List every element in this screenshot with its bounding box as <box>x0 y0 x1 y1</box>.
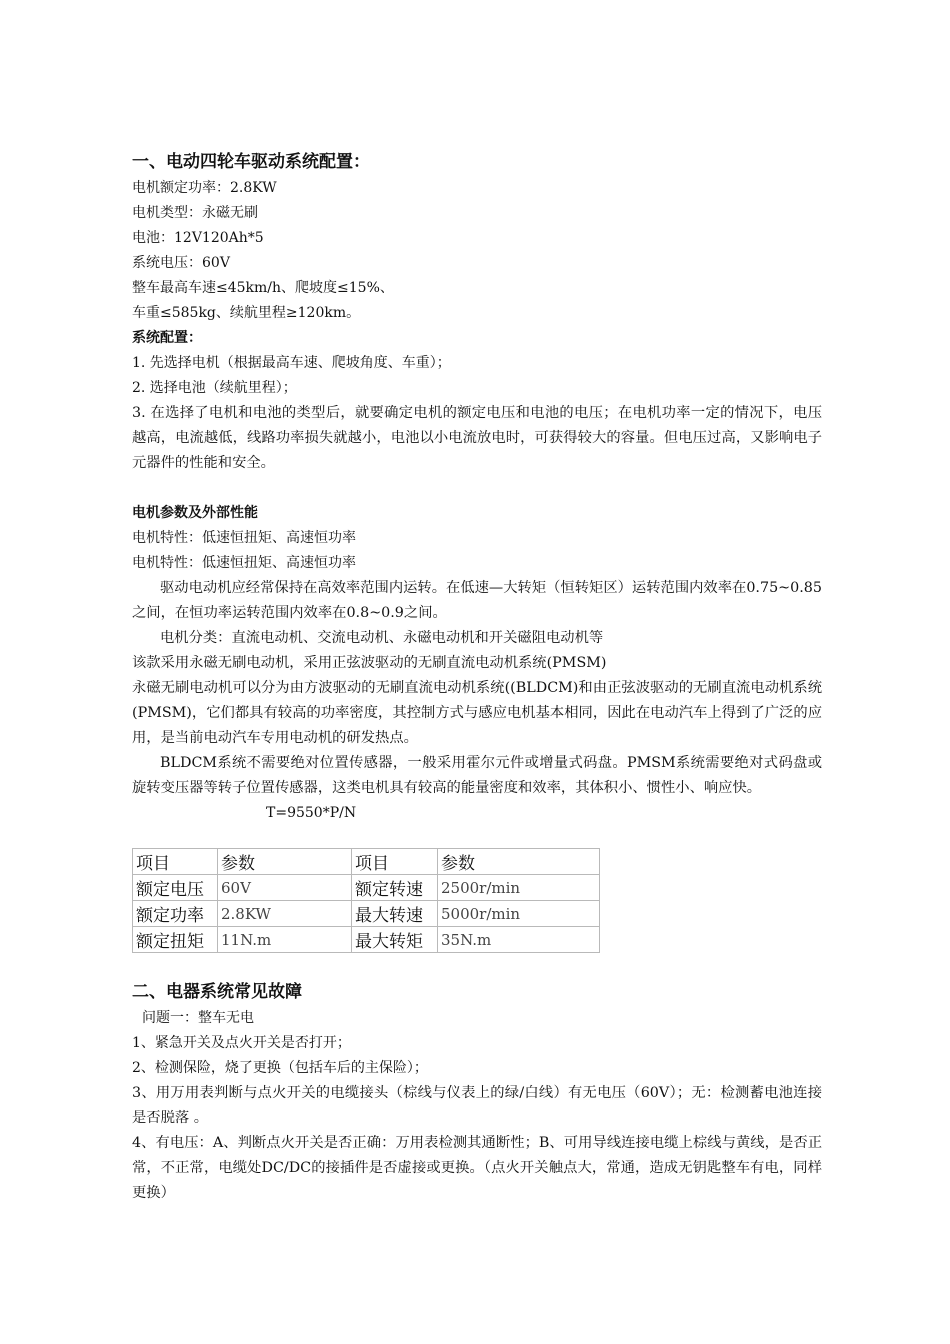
motor-paragraph: 电机分类：直流电动机、交流电动机、永磁电动机和开关磁阻电动机等 <box>160 630 604 646</box>
spec-line: 整车最高车速≤45km/h、爬坡度≤15%、 <box>132 280 394 296</box>
table-row <box>133 901 600 927</box>
problem-title: 问题一：整车无电 <box>142 1010 254 1026</box>
spec-line: 电池：12V120Ah*5 <box>132 230 264 246</box>
section1-title: 一、电动四轮车驱动系统配置： <box>132 152 370 172</box>
table-header-cell: 项目 <box>133 849 218 875</box>
motor-paragraph: 永磁无刷电动机可以分为由方波驱动的无刷直流电动机系统((BLDCM)和由正弦波驱动的无刷直流电动机系统(PMSM)，它们都具有较高的功率密度，其控制方式与感应电机基本相同，因此在电动汽车上得到了广泛的应用，是当前电动汽车专用电动机的研发热点。 <box>132 680 822 746</box>
table-cell: 60V <box>218 875 352 901</box>
table-cell: 最大转矩 <box>352 927 438 953</box>
config-item: 1. 先选择电机（根据最高车速、爬坡角度、车重）； <box>132 355 451 371</box>
motor-paragraph: 该款采用永磁无刷电动机，采用正弦波驱动的无刷直流电动机系统(PMSM) <box>132 655 607 671</box>
table-cell: 额定扭矩 <box>133 927 218 953</box>
table-cell: 2500r/min <box>438 875 600 901</box>
motor-title: 电机参数及外部性能 <box>132 505 258 521</box>
table-cell: 11N.m <box>218 927 352 953</box>
fault-item: 2、检测保险，烧了更换（包括车后的主保险）； <box>132 1060 428 1076</box>
motor-char-line: 电机特性：低速恒扭矩、高速恒功率 <box>132 530 356 546</box>
table-cell: 额定电压 <box>133 875 218 901</box>
motor-paragraph: 驱动电动机应经常保持在高效率范围内运转。在低速—大转矩（恒转矩区）运转范围内效率在0.75~0.85之间，在恒功率运转范围内效率在0.8~0.9之间。 <box>132 580 822 621</box>
table-cell: 最大转速 <box>352 901 438 927</box>
torque-formula: T=9550*P/N <box>266 805 357 821</box>
config-title: 系统配置： <box>132 330 202 346</box>
table-cell: 2.8KW <box>218 901 352 927</box>
table-row <box>133 875 600 901</box>
table-cell: 额定转速 <box>352 875 438 901</box>
document-page <box>132 148 822 1206</box>
motor-paragraph: BLDCM系统不需要绝对位置传感器，一般采用霍尔元件或增量式码盘。PMSM系统需要绝对式码盘或旋转变压器等转子位置传感器，这类电机具有较高的能量密度和效率，其体积小、惯性小、响应快。 <box>132 755 822 796</box>
table-row <box>133 849 600 875</box>
section2-title: 二、电器系统常见故障 <box>132 982 302 1002</box>
table-header-cell: 参数 <box>218 849 352 875</box>
table-row <box>133 927 600 953</box>
fault-item: 1、紧急开关及点火开关是否打开； <box>132 1035 351 1051</box>
fault-item: 3、用万用表判断与点火开关的电缆接头（棕线与仪表上的绿/白线）有无电压（60V）；无：检测蓄电池连接是否脱落 。 <box>132 1085 822 1126</box>
motor-char-line: 电机特性：低速恒扭矩、高速恒功率 <box>132 555 356 571</box>
fault-item: 4、有电压：A、判断点火开关是否正确：万用表检测其通断性；B、可用导线连接电缆上棕线与黄线，是否正常，不正常，电缆处DC/DC的接插件是否虚接或更换。（点火开关触点大，常通，造成无钥匙整车有电，同样更换） <box>132 1135 822 1201</box>
table-cell: 额定功率 <box>133 901 218 927</box>
spec-line: 电机类型：永磁无刷 <box>132 205 258 221</box>
table-header-cell: 参数 <box>438 849 600 875</box>
table-cell: 5000r/min <box>438 901 600 927</box>
config-item: 2. 选择电池（续航里程）； <box>132 380 297 396</box>
spec-line: 车重≤585kg、续航里程≥120km。 <box>132 305 361 321</box>
table-header-cell: 项目 <box>352 849 438 875</box>
motor-parameter-table <box>132 848 600 953</box>
table-cell: 35N.m <box>438 927 600 953</box>
spec-line: 系统电压：60V <box>132 255 230 271</box>
spec-line: 电机额定功率：2.8KW <box>132 180 277 196</box>
config-item: 3. 在选择了电机和电池的类型后，就要确定电机的额定电压和电池的电压；在电机功率一定的情况下，电压越高，电流越低，线路功率损失就越小，电池以小电流放电时，可获得较大的容量。但电压过高，又影响电子元器件的性能和安全。 <box>132 405 822 471</box>
